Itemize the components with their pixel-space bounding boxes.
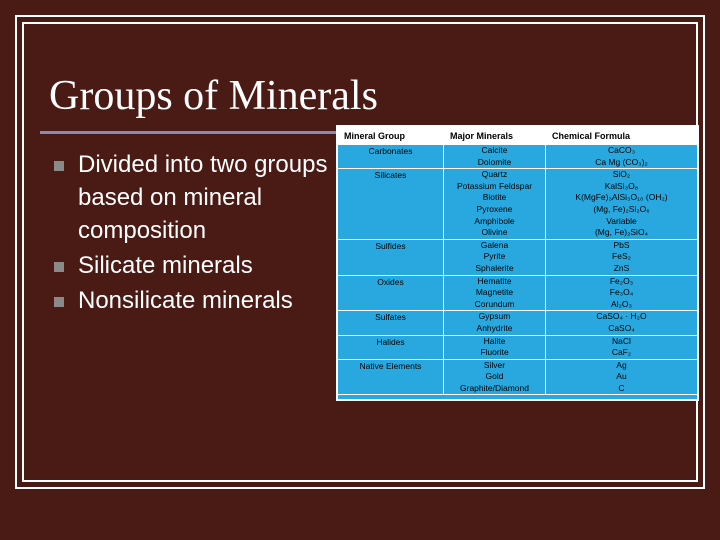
table-row (338, 360, 697, 396)
mineral-name: Olivine (481, 227, 508, 238)
mineral-name: Gold (485, 371, 504, 382)
mineral-group-name: Halides (376, 336, 405, 347)
mineral-group-cell (338, 276, 444, 311)
mineral-name: Potassium Feldspar (456, 180, 533, 191)
mineral-name: Halite (483, 335, 506, 346)
mineral-group-cell (338, 240, 444, 275)
chemical-formula: CaSO₄ · H₂O (596, 311, 647, 322)
mineral-group-name: Sulfates (375, 312, 406, 323)
major-minerals-cell (444, 276, 546, 311)
chemical-formula: SiO₂ (612, 169, 631, 180)
bullet-item (54, 148, 334, 247)
square-bullet-icon (54, 262, 64, 272)
mineral-name: Hematite (477, 275, 512, 286)
mineral-group-cell (338, 336, 444, 359)
mineral-name: Pyrite (483, 251, 506, 262)
chemical-formula-cell (546, 169, 697, 239)
table-row (338, 145, 697, 169)
mineral-name: Pyroxene (476, 203, 513, 214)
mineral-group-cell (338, 145, 444, 168)
mineral-name: Silver (483, 359, 506, 370)
chemical-formula-cell (546, 360, 697, 395)
mineral-name: Graphite/Diamond (460, 382, 529, 393)
table-row (338, 276, 697, 312)
major-minerals-cell (444, 240, 546, 275)
bullet-list (54, 148, 334, 319)
mineral-name: Biotite (482, 192, 507, 203)
slide-title: Groups of Minerals (49, 73, 378, 119)
major-minerals-cell (444, 311, 546, 334)
header-major-minerals: Major Minerals (450, 131, 514, 141)
bullet-text: Silicate minerals (78, 252, 253, 279)
chemical-formula: (Mg, Fe)₂Si₂O₆ (593, 203, 650, 214)
square-bullet-icon (54, 297, 64, 307)
chemical-formula: KalSi₃O₈ (604, 180, 639, 191)
table-row (338, 240, 697, 276)
bullet-item (54, 284, 334, 317)
mineral-name: Gypsum (478, 311, 511, 322)
chemical-formula: NaCl (612, 335, 631, 346)
mineral-name: Anhydrite (476, 322, 513, 333)
mineral-name: Dolomite (477, 156, 512, 167)
square-bullet-icon (54, 161, 64, 171)
bullet-text: Divided into two groups based on mineral composition (78, 151, 328, 244)
chemical-formula-cell (546, 336, 697, 359)
major-minerals-cell (444, 145, 546, 168)
table-body (338, 145, 697, 395)
major-minerals-cell (444, 336, 546, 359)
chemical-formula: K(MgFe)₃AlSi₃O₁₀ (OH₂) (575, 192, 668, 203)
table-header-row (338, 127, 697, 145)
chemical-formula: Fe₃O₄ (609, 287, 634, 298)
chemical-formula: CaCO₃ (607, 145, 636, 155)
chemical-formula-cell (546, 240, 697, 275)
chemical-formula: (Mg, Fe)₂SiO₄ (594, 227, 649, 238)
table-row (338, 169, 697, 240)
chemical-formula: ZnS (613, 262, 630, 273)
mineral-name: Quartz (481, 169, 508, 180)
mineral-group-name: Carbonates (368, 146, 413, 156)
chemical-formula: Ca Mg (CO₃)₂ (595, 156, 648, 167)
mineral-group-name: Oxides (377, 276, 404, 287)
chemical-formula: Al₂O₃ (611, 298, 632, 309)
mineral-group-cell (338, 360, 444, 395)
chemical-formula-cell (546, 145, 697, 168)
mineral-group-name: Native Elements (359, 360, 422, 371)
mineral-name: Corundum (474, 298, 515, 309)
mineral-group-name: Sulfides (375, 240, 406, 251)
mineral-group-cell (338, 311, 444, 334)
major-minerals-cell (444, 169, 546, 239)
bullet-item (54, 249, 334, 282)
header-mineral-group: Mineral Group (344, 131, 406, 141)
chemical-formula: PbS (613, 239, 630, 250)
chemical-formula: Ag (616, 359, 627, 370)
table-row (338, 336, 697, 360)
chemical-formula: FeS₂ (612, 251, 631, 262)
title-divider (40, 131, 340, 134)
table-row (338, 311, 697, 335)
mineral-name: Amphibole (474, 215, 515, 226)
minerals-table (336, 125, 699, 401)
mineral-name: Fluorite (480, 347, 509, 358)
chemical-formula: Variable (606, 215, 637, 226)
chemical-formula: CaSO₄ (608, 322, 635, 333)
mineral-group-name: Silicates (374, 170, 407, 181)
major-minerals-cell (444, 360, 546, 395)
chemical-formula: C (618, 382, 625, 393)
mineral-group-cell (338, 169, 444, 239)
mineral-name: Magnetite (475, 287, 514, 298)
chemical-formula-cell (546, 311, 697, 334)
header-chemical-formula: Chemical Formula (552, 131, 631, 141)
chemical-formula: Fe₂O₃ (609, 275, 634, 286)
bullet-text: Nonsilicate minerals (78, 287, 293, 314)
mineral-name: Sphalerite (475, 262, 514, 273)
chemical-formula: Au (616, 371, 627, 382)
mineral-name: Galena (480, 239, 509, 250)
chemical-formula-cell (546, 276, 697, 311)
mineral-name: Calcite (481, 145, 508, 155)
chemical-formula: CaF₂ (611, 347, 632, 358)
